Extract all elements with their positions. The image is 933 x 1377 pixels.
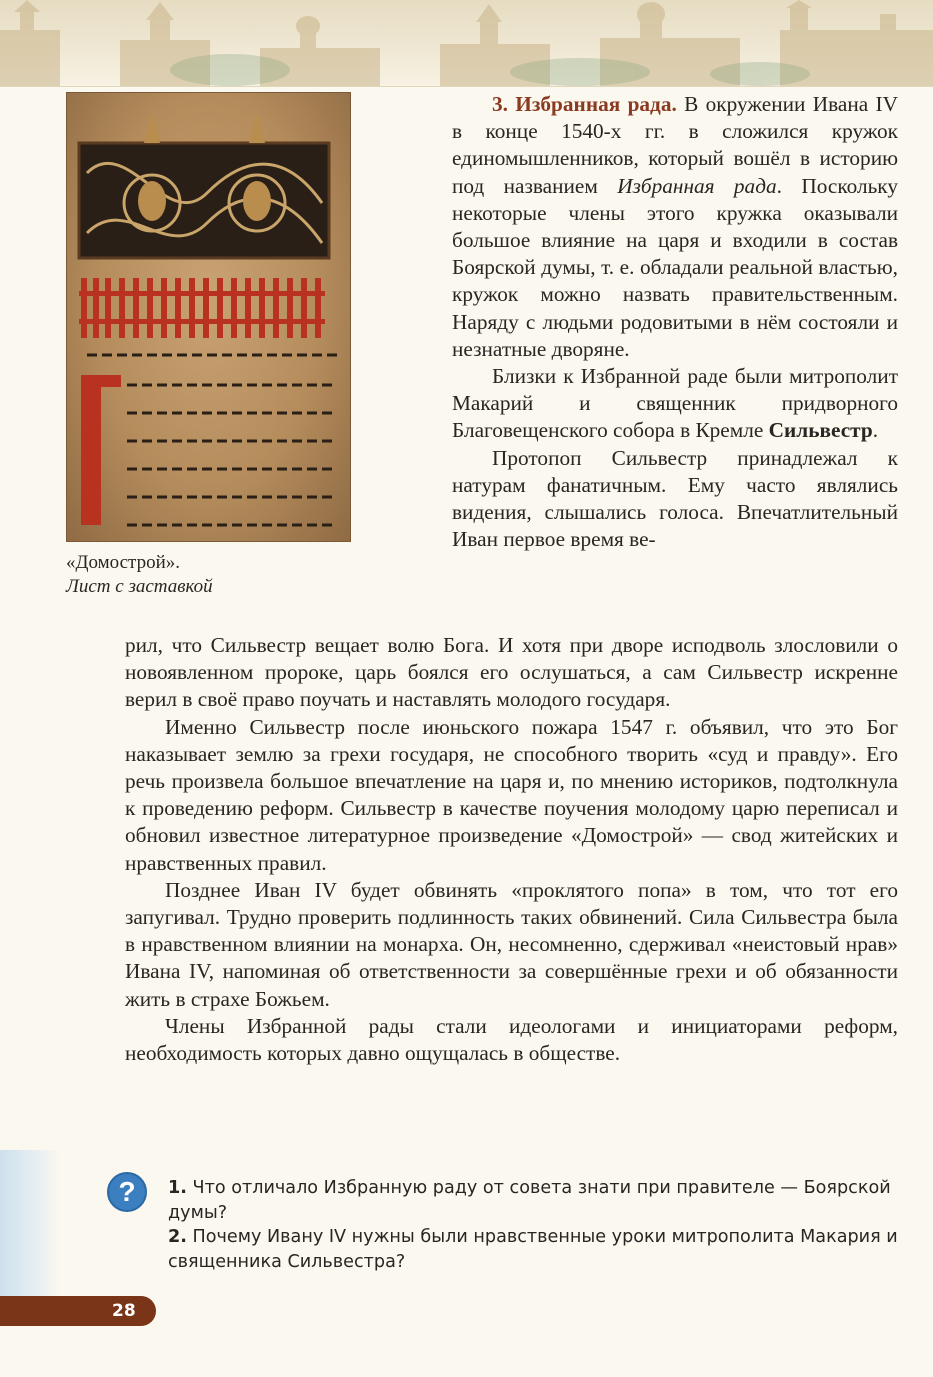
- term-silvestr: Сильвестр: [768, 418, 873, 443]
- review-questions: [168, 1176, 898, 1274]
- paragraph-3-continued: рил, что Сильвестр вещает волю Бога. И хотя при дворе исподволь злословили о новоявленном пророке, царь боялся его ослушаться, а сам Сильвестр искренне верил в своё право поучать и наставлять молодого государя.: [125, 633, 898, 712]
- paragraph-1-text-a: В окружении Ивана IV в конце 1540-х гг. в сложился кружок единомышленников, который вошёл в историю под названием: [452, 92, 898, 198]
- paragraph-6: Члены Избранной рады стали идеологами и инициаторами реформ, необходимость которых давно ощущалась в обществе.: [125, 1013, 898, 1066]
- question-text: Почему Ивану IV нужны были нравственные уроки митрополита Макария и священника Сильвестра?: [168, 1227, 898, 1272]
- margin-decoration: [0, 1150, 60, 1310]
- paragraph-1: [452, 91, 898, 363]
- question-number: 2.: [168, 1227, 187, 1247]
- paragraph-5: Позднее Иван IV будет обвинять «проклятого попа» в том, что тот его запугивал. Трудно проверить подлинность таких обвинений. Сила Сильвестра была в нравственном влиянии на монарха. Он, несомненно, сдерживал «неистовый нрав» Ивана IV, напоминая об ответственности за совершённые грехи и об обязанности жить в страхе Божьем.: [125, 877, 898, 1011]
- caption-title: «Домострой».: [66, 552, 180, 573]
- question-item: [168, 1225, 898, 1274]
- manuscript-page-illustration: [67, 93, 350, 541]
- paragraph-2: [452, 363, 898, 445]
- paragraph-1-text-b: . Поскольку некоторые члены этого кружка оказывали большое влияние на царя и входили в состав Боярской думы, т. е. обладали реальной властью, кружок можно назвать правительственным. Наряду с людьми родовитыми в нём состояли и незнатные дворяне.: [452, 173, 898, 361]
- text-column-narrow: [452, 91, 898, 553]
- domostroy-manuscript-image: [66, 92, 351, 542]
- question-item: [168, 1176, 898, 1225]
- paragraph-3-start: Протопоп Сильвестр принадлежал к натурам фанатичным. Ему часто являлись видения, слышались голоса. Впечатлительный Иван первое время ве-: [452, 445, 898, 552]
- paragraph-2-text-b: .: [872, 418, 879, 443]
- paragraph-4: Именно Сильвестр после июньского пожара 1547 г. объявил, что это Бог наказывает землю за грехи государя, не способного творить «суд и правду». Его речь произвела большое впечатление на царя и, по мнению историков, подтолкнула к проведению реформ. Сильвестр в качестве поучения молодому царю переписал и обновил известное литературное произведение «Домострой» — свод житейских и нравственных правил.: [125, 714, 898, 875]
- question-text: Что отличало Избранную раду от совета знати при правителе — Боярской думы?: [168, 1178, 891, 1223]
- page-number: 28: [112, 1301, 136, 1321]
- question-number: 1.: [168, 1178, 187, 1198]
- term-izbrannaya-rada: Избранная рада: [617, 173, 777, 198]
- paragraph-2-text-a: Близки к Избранной раде были митрополит Макарий и священник придворного Благовещенского собора в Кремле: [452, 364, 898, 443]
- header-banner-image: [0, 0, 933, 87]
- section-heading: 3. Избранная рада.: [492, 92, 677, 116]
- caption-subtitle: Лист с заставкой: [66, 576, 213, 597]
- figure-caption: [66, 551, 306, 599]
- text-column-wide: [125, 632, 898, 1067]
- question-mark-icon: ?: [107, 1172, 147, 1212]
- cityscape-illustration: [0, 0, 933, 86]
